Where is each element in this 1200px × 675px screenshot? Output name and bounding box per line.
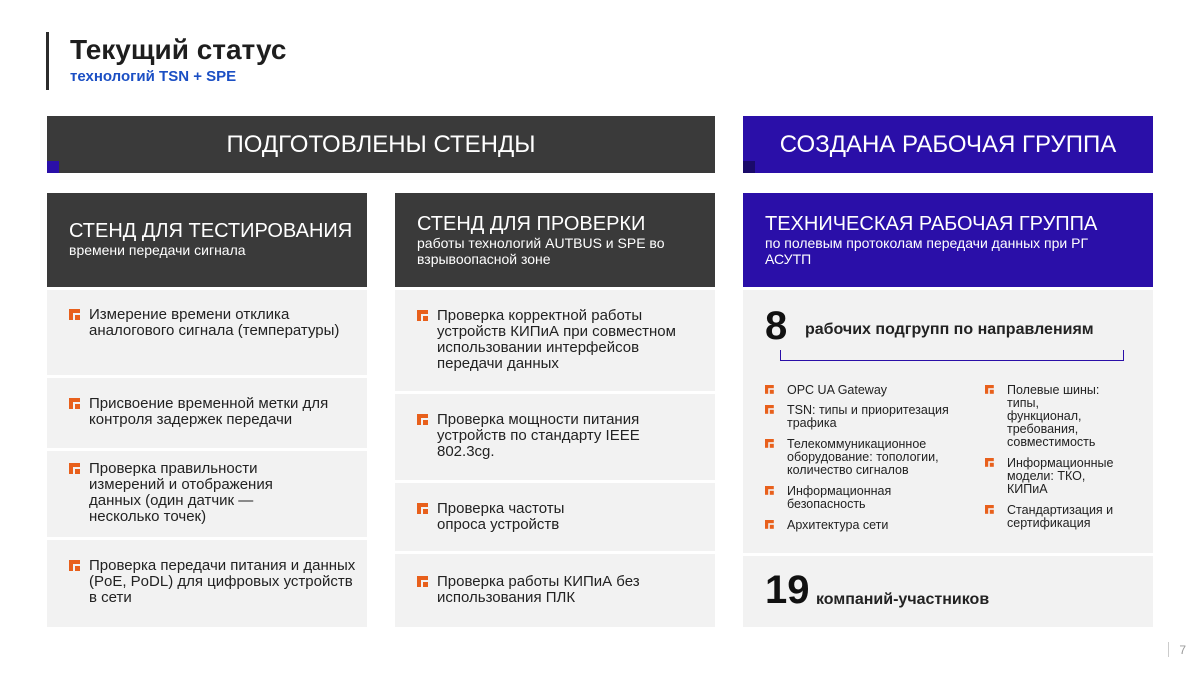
title-accent-bar [46,32,49,90]
subgroups-label: рабочих подгрупп по направлениям [805,321,1094,338]
bullet-icon [765,439,774,448]
banner-corner-mark [743,161,755,173]
col2-subtitle: работы технологий AUTBUS и SPE во взрывоопасной зоне [417,235,665,267]
bullet-icon [765,486,774,495]
page-subtitle: технологий TSN + SPE [70,68,237,85]
list-item: Проверка мощности питания устройств по стандарту IEEE 802.3cg. [417,412,667,460]
col3-header [743,193,1153,287]
bullet-icon [985,458,994,467]
subgroups-count: 8 [765,304,788,348]
bullet-icon [765,520,774,529]
col1-subtitle: времени передачи сигнала [69,242,246,258]
list-item: Информационная безопасность [765,485,925,511]
col1-card-4 [47,540,367,627]
col2-card-2 [395,394,715,480]
col2-title: СТЕНД ДЛЯ ПРОВЕРКИ [417,213,646,235]
bullet-icon [69,463,80,474]
banner-stands-label: ПОДГОТОВЛЕНЫ СТЕНДЫ [226,130,536,158]
bullet-icon [985,385,994,394]
list-item: Проверка корректной работы устройств КИПиА при совместном использовании интерфейсов передачи данных [417,308,687,372]
list-item: Информационные модели: ТКО, КИПиА [985,457,1120,496]
companies-count: 19 [765,568,810,612]
list-item: Архитектура сети [765,519,975,532]
bullet-icon [417,414,428,425]
col1-card-3 [47,451,367,537]
banner-corner-mark [47,161,59,173]
bullet-icon [765,385,774,394]
page-title: Текущий статус [70,34,287,65]
page-number-divider [1168,642,1169,657]
col1-card-2 [47,378,367,448]
bullet-icon [69,398,80,409]
banner-stands [47,116,715,173]
list-item: Стандартизация и сертификация [985,504,1120,530]
list-item: Проверка работы КИПиА без использования ПЛК [417,574,647,606]
col1-header [47,193,367,287]
bullet-icon [765,405,774,414]
bullet-icon [417,503,428,514]
bracket-right [1123,350,1124,360]
col2-card-4 [395,554,715,627]
col2-card-1 [395,290,715,391]
col1-card-1 [47,290,367,375]
bullet-icon [69,560,80,571]
list-item: Проверка правильности измерений и отображения данных (один датчик — несколько точек) [69,461,314,525]
banner-workgroup [743,116,1153,173]
col2-header [395,193,715,287]
col2-card-3 [395,483,715,551]
bullet-icon [417,576,428,587]
col3-companies-card [743,556,1153,627]
list-item: Проверка передачи питания и данных (PoE, PoDL) для цифровых устройств в сети [69,558,359,606]
list-item: Полевые шины: типы, функционал, требования, совместимость [985,384,1105,449]
bracket-left [780,350,781,360]
col1-title: СТЕНД ДЛЯ ТЕСТИРОВАНИЯ [69,220,353,242]
bracket-line [780,360,1124,361]
list-item: Присвоение временной метки для контроля задержек передачи [69,396,354,428]
bullet-icon [69,309,80,320]
col3-subtitle: по полевым протоколам передачи данных при РГ АСУТП [765,235,1089,267]
banner-workgroup-label: СОЗДАНА РАБОЧАЯ ГРУППА [779,130,1117,158]
list-item: Проверка частоты опроса устройств [417,501,597,533]
col3-subgroups-card [743,290,1153,553]
col3-title: ТЕХНИЧЕСКАЯ РАБОЧАЯ ГРУППА [765,213,1098,235]
list-item: TSN: типы и приоритезация трафика [765,404,975,430]
list-item: OPC UA Gateway [765,384,975,397]
list-item: Телекоммуникационное оборудование: топологии, количество сигналов [765,438,975,477]
companies-label: компаний-участников [816,591,990,608]
bullet-icon [417,310,428,321]
bullet-icon [985,505,994,514]
list-item: Измерение времени отклика аналогового сигнала (температуры) [69,307,349,339]
page-number: 7 [1179,643,1186,657]
